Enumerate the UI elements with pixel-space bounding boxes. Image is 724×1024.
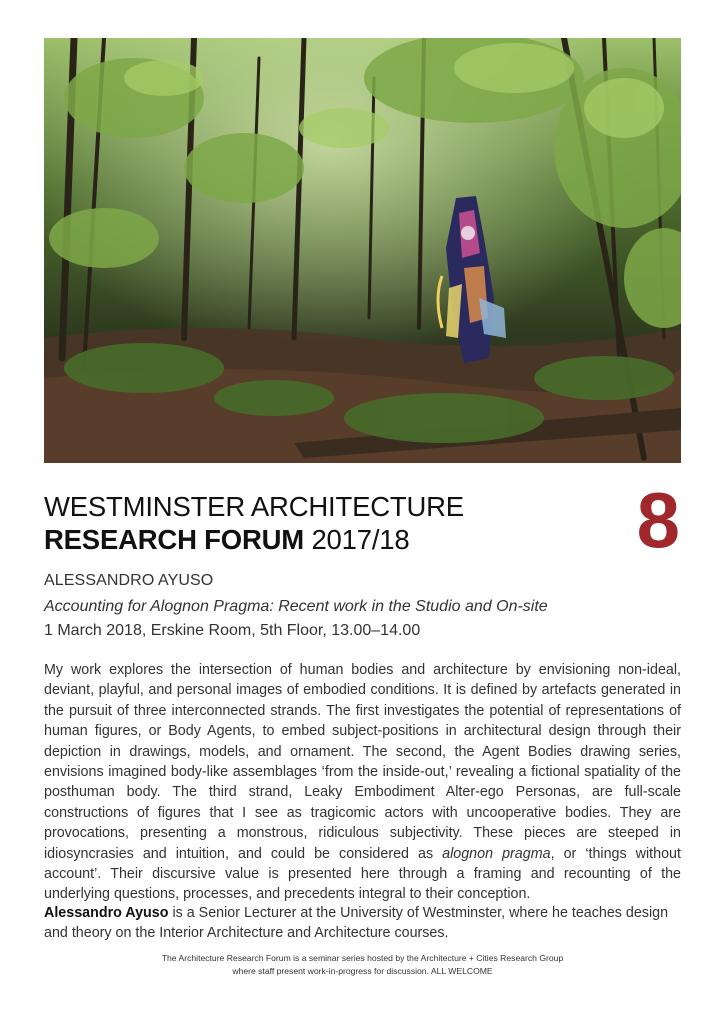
talk-title: Accounting for Alognon Pragma: Recent work in the Studio and On-site bbox=[44, 598, 548, 615]
title-year: 2017/18 bbox=[311, 524, 410, 555]
title-line-1: WESTMINSTER ARCHITECTURE bbox=[44, 491, 464, 522]
speaker-name: ALESSANDRO AYUSO bbox=[44, 572, 214, 589]
forest-installation-photo bbox=[44, 38, 681, 463]
footer-note bbox=[44, 952, 681, 978]
forest-scene-illustration bbox=[44, 38, 681, 463]
speaker-bio bbox=[44, 903, 681, 944]
bio-name: Alessandro Ayuso bbox=[44, 905, 169, 921]
abstract-part-2: , or ‘things without account’. Their discursive value is presented here through a framing and recounting of the underlying questions, processes, and precedents integral to their conception. bbox=[44, 845, 681, 903]
title-line-2 bbox=[44, 524, 409, 555]
abstract-italic-term: alognon pragma bbox=[442, 845, 551, 862]
abstract-part-1: My work explores the intersection of human bodies and architecture by envisioning non-ideal, deviant, playful, and personal images of embodied conditions. It is defined by artefacts generated in the pursuit of three interconnected strands. The first investigates the potential of representations of human figures, or Body Agents, to embed subject-positions in architectural design through their depiction in drawings, models, and ornament. The second, the Agent Bodies drawing series, envisions imagined body-like assemblages ‘from the inside-out,’ revealing a fictional spatiality of the posthuman body. The third strand, Leaky Embodiment Alter-ego Personas, are full-scale constructions of figures that I see as tragicomic actors with uncooperative bodies. They are provocations, presenting a monstrous, ridiculous subjectivity. These pieces are steeped in idiosyncrasies and intuition, and could be considered as bbox=[44, 662, 681, 862]
footer-line-2: where staff present work-in-progress for discussion. ALL WELCOME bbox=[232, 966, 493, 976]
footer-line-1: The Architecture Research Forum is a seminar series hosted by the Architecture + Cities Research Group bbox=[161, 953, 564, 963]
bio-text: is a Senior Lecturer at the University of Westminster, where he teaches design and theory on the Interior Architecture and Architecture courses. bbox=[44, 905, 669, 942]
abstract-text bbox=[44, 660, 681, 905]
title-line-2-bold: RESEARCH FORUM bbox=[44, 524, 304, 555]
forum-title bbox=[44, 490, 604, 556]
issue-number: 8 bbox=[636, 476, 680, 564]
talk-details: 1 March 2018, Erskine Room, 5th Floor, 13.00–14.00 bbox=[44, 622, 421, 639]
abstract-paragraph bbox=[44, 660, 681, 905]
